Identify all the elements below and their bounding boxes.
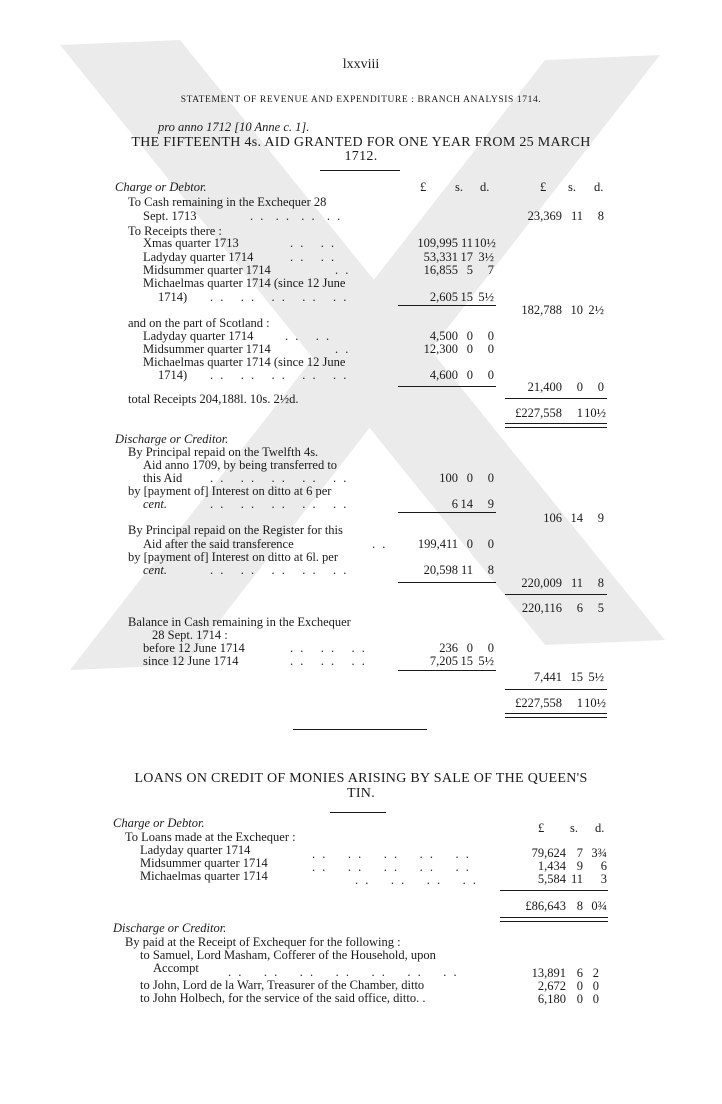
receipts-total-shillings: 10 <box>570 303 583 317</box>
loans-total-pounds: £86,643 <box>525 899 566 913</box>
discharge-line: by [payment of] Interest on ditto at 6 per <box>128 484 332 498</box>
leader-dots: . . . . . . . . . . <box>312 847 471 861</box>
scotland-pounds: 4,600 <box>429 368 458 382</box>
total-rule <box>500 890 608 891</box>
discharge-line: Aid anno 1709, by being transferred to <box>143 458 338 472</box>
subtotal-rule <box>398 386 496 387</box>
scotland-total-shillings: 0 <box>576 380 583 394</box>
receipt-shillings: 15 <box>460 290 473 304</box>
receipt-shillings: 5 <box>466 263 473 277</box>
balance-pounds: 236 <box>439 641 458 655</box>
discharge-shillings: 11 <box>460 563 473 577</box>
balance-pounds: 7,205 <box>429 654 458 668</box>
balance-row-label: since 12 June 1714 <box>143 654 239 668</box>
discharge-line: cent. <box>143 497 167 511</box>
discharge-pounds: 20,598 <box>423 563 458 577</box>
payment-pence: 0 <box>592 992 599 1006</box>
paid-heading: By paid at the Receipt of Exchequer for the following : <box>125 935 401 949</box>
payment-line: to Samuel, Lord Masham, Cofferer of the Household, upon <box>140 948 436 962</box>
leader-dots: . . . . . . . . . . <box>312 860 471 874</box>
subtotal-rule <box>398 670 496 671</box>
leader-dots: . . . . <box>290 250 337 264</box>
scotland-pence: 0 <box>487 342 494 356</box>
subtotal-rule <box>398 305 496 306</box>
cash-shillings: 11 <box>570 209 583 223</box>
discharge-grand-total-shillings: 1 <box>576 696 583 710</box>
col-shillings: s. <box>570 821 578 835</box>
loans-heading: To Loans made at the Exchequer : <box>125 830 296 844</box>
section-title-line2: 1712. <box>344 149 378 164</box>
subtotal-rule <box>398 512 496 513</box>
leader-dots: . . <box>335 263 351 277</box>
balance-pence: 0 <box>487 641 494 655</box>
discharge-line: By Principal repaid on the Register for this <box>128 523 343 537</box>
payment-pounds: 6,180 <box>537 992 566 1006</box>
total-rule <box>505 398 607 399</box>
balance-shillings: 15 <box>460 654 473 668</box>
charge-grand-total-pounds: £227,558 <box>515 406 562 420</box>
leader-dots: . . . . . . . . <box>355 873 478 887</box>
discharge-line: cent. <box>143 563 167 577</box>
section-title: THE FIFTEENTH 4s. AID GRANTED FOR ONE YEAR FROM 25 MARCH <box>131 135 591 150</box>
loan-row-label: Ladyday quarter 1714 <box>140 843 251 857</box>
col-pounds-1: £ <box>420 180 427 194</box>
leader-dots: . . . . . . <box>290 654 367 668</box>
title-rule <box>320 170 400 171</box>
receipts-total-pounds: 182,788 <box>521 303 562 317</box>
charge-grand-total-shillings: 1 <box>576 406 583 420</box>
charge-grand-total-pence: 10½ <box>584 406 606 420</box>
payment-shillings: 0 <box>576 979 583 993</box>
payment-pence: 0 <box>592 979 599 993</box>
loan-shillings: 7 <box>576 846 583 860</box>
col-shillings-1: s. <box>455 180 463 194</box>
discharge-subtotal-pounds: 220,009 <box>521 576 562 590</box>
discharge-subtotal-pence: 8 <box>597 576 604 590</box>
cash-pence: 8 <box>597 209 604 223</box>
discharge-pounds: 6 <box>451 497 458 511</box>
leader-dots: . . . . . . . . . . <box>210 368 349 382</box>
cash-remaining-label: To Cash remaining in the Exchequer 28 <box>128 195 327 209</box>
section-title: LOANS ON CREDIT OF MONIES ARISING BY SALE OF THE QUEEN'S <box>134 771 588 786</box>
cash-pounds: 23,369 <box>527 209 562 223</box>
leader-dots: . . . . . . . . . . <box>210 563 349 577</box>
charge-heading: Charge or Debtor. <box>113 816 205 830</box>
receipt-pence: 5½ <box>478 290 494 304</box>
receipt-row-label: Michaelmas quarter 1714 (since 12 June <box>143 276 346 290</box>
receipt-row-label: Midsummer quarter 1714 <box>143 263 271 277</box>
receipt-row-label: Xmas quarter 1713 <box>143 236 239 250</box>
payment-pounds: 13,891 <box>531 966 566 980</box>
loan-pence: 3 <box>600 872 607 886</box>
loan-row-label: Michaelmas quarter 1714 <box>140 869 268 883</box>
receipt-shillings: 17 <box>460 250 473 264</box>
col-pounds: £ <box>538 821 545 835</box>
discharge-subtotal-shillings: 14 <box>570 511 583 525</box>
total-rule <box>505 689 607 690</box>
discharge-pence: 0 <box>487 471 494 485</box>
discharge-pence: 8 <box>487 563 494 577</box>
payment-line: to John Holbech, for the service of the said office, ditto. . <box>140 991 426 1005</box>
scotland-pence: 0 <box>487 329 494 343</box>
scotland-shillings: 0 <box>466 342 473 356</box>
discharge-shillings: 0 <box>466 471 473 485</box>
col-shillings-2: s. <box>568 180 576 194</box>
receipt-pence: 7 <box>487 263 494 277</box>
discharge-total-pence: 5 <box>597 601 604 615</box>
loan-pounds: 79,624 <box>531 846 566 860</box>
receipt-pence: 10½ <box>474 236 496 250</box>
receipt-pounds: 109,995 <box>417 236 458 250</box>
section-separator <box>293 729 427 730</box>
discharge-line: by [payment of] Interest on ditto at 6l. per <box>128 550 339 564</box>
statute-reference: pro anno 1712 [10 Anne c. 1]. <box>158 120 310 134</box>
payment-shillings: 6 <box>576 966 583 980</box>
scotland-row-label: Michaelmas quarter 1714 (since 12 June <box>143 355 346 369</box>
scotland-pounds: 4,500 <box>429 329 458 343</box>
leader-dots: . . . . . . . . . . <box>210 471 349 485</box>
double-rule <box>505 713 607 718</box>
col-pence: d. <box>595 821 605 835</box>
charge-heading: Charge or Debtor. <box>115 180 207 194</box>
discharge-line: Aid after the said transference <box>143 537 294 551</box>
col-pounds-2: £ <box>540 180 547 194</box>
discharge-shillings: 0 <box>466 537 473 551</box>
col-pence-1: d. <box>480 180 490 194</box>
scotland-shillings: 0 <box>466 329 473 343</box>
scotland-pence: 0 <box>487 368 494 382</box>
loans-total-shillings: 8 <box>576 899 583 913</box>
leader-dots: . . . . . . . . . . . . . . <box>228 965 459 979</box>
payment-shillings: 0 <box>576 992 583 1006</box>
balance-line: Balance in Cash remaining in the Exchequer <box>128 615 351 629</box>
leader-dots: . . <box>372 537 388 551</box>
double-rule <box>505 423 607 428</box>
cash-remaining-date: Sept. 1713 <box>143 209 197 223</box>
leader-dots: . . . . <box>290 236 337 250</box>
col-pence-2: d. <box>594 180 604 194</box>
loan-row-label: Midsummer quarter 1714 <box>140 856 268 870</box>
scotland-total-pounds: 21,400 <box>527 380 562 394</box>
discharge-heading: Discharge or Creditor. <box>115 432 229 446</box>
discharge-line: this Aid <box>143 471 183 485</box>
leader-dots: . . <box>335 342 351 356</box>
discharge-pence: 0 <box>487 537 494 551</box>
loan-pence: 3¾ <box>591 846 607 860</box>
receipts-total-pence: 2½ <box>588 303 604 317</box>
balance-row-label: before 12 June 1714 <box>143 641 245 655</box>
discharge-pounds: 199,411 <box>417 537 458 551</box>
receipt-pounds: 53,331 <box>423 250 458 264</box>
balance-total-pence: 5½ <box>588 670 604 684</box>
total-receipts-note: total Receipts 204,188l. 10s. 2½d. <box>128 392 299 406</box>
payment-line: Accompt <box>153 961 199 975</box>
loan-pounds: 5,584 <box>537 872 566 886</box>
discharge-grand-total-pence: 10½ <box>584 696 606 710</box>
leader-dots: . . . . . . <box>290 641 367 655</box>
balance-shillings: 0 <box>466 641 473 655</box>
section-title-line2: TIN. <box>346 786 376 801</box>
scotland-heading: and on the part of Scotland : <box>128 316 270 330</box>
loan-pounds: 1,434 <box>537 859 566 873</box>
balance-total-shillings: 15 <box>570 670 583 684</box>
scotland-row-label: 1714) <box>158 368 188 382</box>
scotland-shillings: 0 <box>466 368 473 382</box>
double-rule <box>500 917 608 922</box>
loan-shillings: 11 <box>570 872 583 886</box>
receipt-row-label: Ladyday quarter 1714 <box>143 250 254 264</box>
receipt-pounds: 2,605 <box>429 290 458 304</box>
receipt-row-label: 1714) <box>158 290 188 304</box>
payment-line: to John, Lord de la Warr, Treasurer of the Chamber, ditto <box>140 978 425 992</box>
receipts-heading: To Receipts there : <box>128 224 222 238</box>
loan-pence: 6 <box>600 859 607 873</box>
leader-dots: . . . . <box>285 329 332 343</box>
discharge-total-pounds: 220,116 <box>521 601 562 615</box>
discharge-subtotal-shillings: 11 <box>570 576 583 590</box>
total-rule <box>505 594 607 595</box>
title-rule <box>330 812 386 813</box>
receipt-pence: 3½ <box>478 250 494 264</box>
discharge-shillings: 14 <box>460 497 473 511</box>
balance-line: 28 Sept. 1714 : <box>152 628 228 642</box>
discharge-line: By Principal repaid on the Twelfth 4s. <box>128 445 319 459</box>
discharge-subtotal-pence: 9 <box>597 511 604 525</box>
scotland-total-pence: 0 <box>597 380 604 394</box>
scotland-row-label: Ladyday quarter 1714 <box>143 329 254 343</box>
leader-dots: . . . . . . . . . . <box>210 497 349 511</box>
page-number: lxxviii <box>342 57 380 72</box>
running-head: STATEMENT OF REVENUE AND EXPENDITURE : BRANCH ANALYSIS 1714. <box>180 95 542 105</box>
discharge-pounds: 100 <box>439 471 458 485</box>
balance-total-pounds: 7,441 <box>533 670 562 684</box>
discharge-total-shillings: 6 <box>576 601 583 615</box>
discharge-subtotal-pounds: 106 <box>543 511 562 525</box>
receipt-shillings: 11 <box>460 236 473 250</box>
receipt-pounds: 16,855 <box>423 263 458 277</box>
loans-total-pence: 0¾ <box>591 899 607 913</box>
payment-pounds: 2,672 <box>537 979 566 993</box>
scotland-pounds: 12,300 <box>423 342 458 356</box>
payment-pence: 2 <box>592 966 599 980</box>
balance-pence: 5½ <box>478 654 494 668</box>
leader-dots: . . . . . . . . <box>250 209 343 223</box>
discharge-pence: 9 <box>487 497 494 511</box>
leader-dots: . . . . . . . . . . <box>210 290 349 304</box>
subtotal-rule <box>398 582 496 583</box>
discharge-grand-total-pounds: £227,558 <box>515 696 562 710</box>
loan-shillings: 9 <box>576 859 583 873</box>
discharge-heading: Discharge or Creditor. <box>113 921 227 935</box>
scotland-row-label: Midsummer quarter 1714 <box>143 342 271 356</box>
